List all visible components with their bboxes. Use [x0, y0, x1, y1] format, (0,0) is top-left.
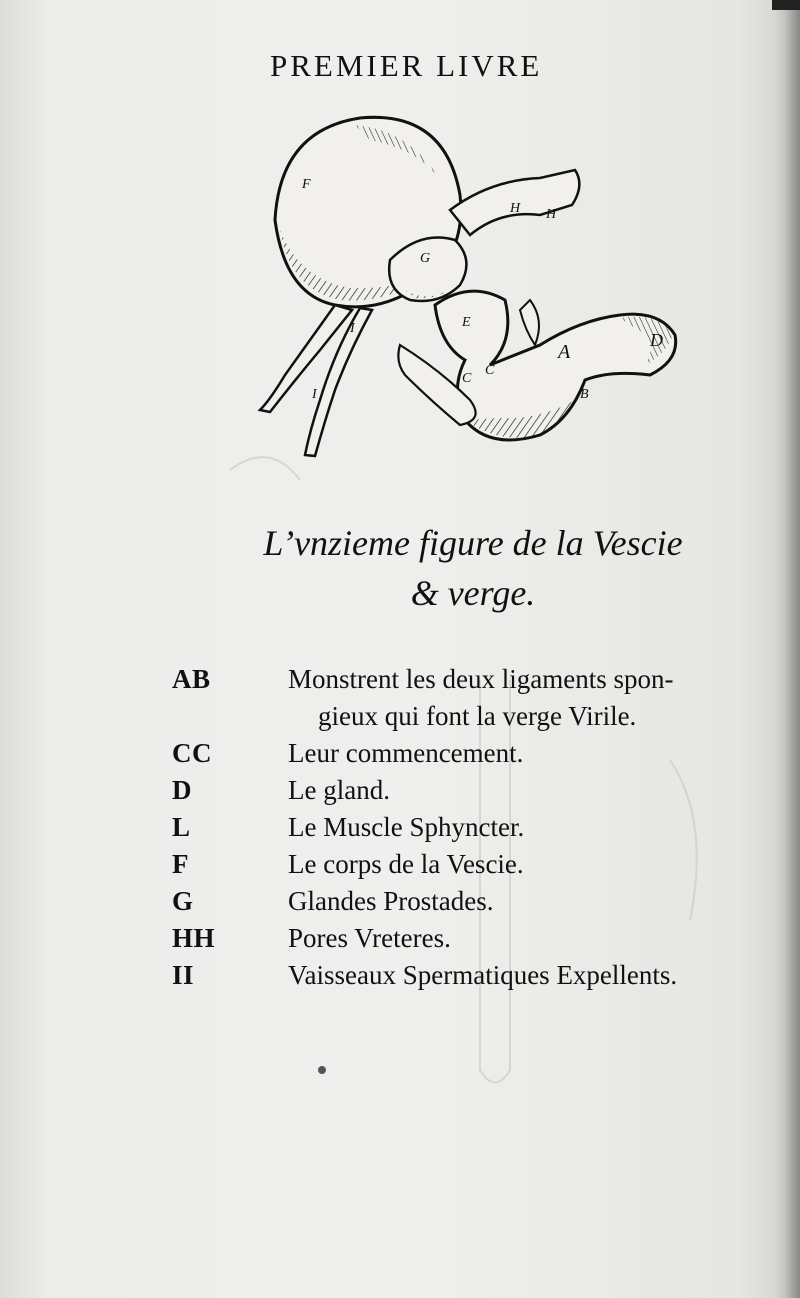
legend-text: Le gland.: [288, 775, 390, 805]
legend-text: Glandes Prostades.: [288, 886, 494, 916]
legend-key: II: [172, 960, 195, 990]
legend-key: L: [172, 812, 191, 842]
legend-row: [172, 738, 772, 775]
legend-text: Le Muscle Sphyncter.: [288, 812, 525, 842]
legend-key: HH: [172, 923, 216, 953]
caption-line-1: L’vnzieme figure de la Vescie: [263, 523, 683, 563]
legend-text: Monstrent les deux ligaments spon-: [288, 664, 674, 694]
legend-row: [172, 775, 772, 812]
ink-speck: [318, 1066, 326, 1074]
figure-label-a: A: [558, 341, 571, 363]
legend-key: AB: [172, 664, 211, 694]
running-head: PREMIER LIVRE: [270, 48, 543, 83]
corner-mark: [772, 0, 800, 10]
figure-label-d: D: [650, 330, 663, 350]
figure-label-f: F: [302, 177, 311, 192]
legend-key: CC: [172, 738, 212, 768]
legend-row: [172, 812, 772, 849]
legend-row-continuation: [172, 701, 772, 738]
legend-text: Vaisseaux Spermatiques Expellents.: [288, 960, 678, 990]
figure-label-i: I: [350, 321, 355, 336]
legend-text: Pores Vreteres.: [288, 923, 451, 953]
legend-key: D: [172, 775, 192, 805]
figure-label-h: H: [510, 201, 521, 216]
legend-text: Le corps de la Vescie.: [288, 849, 524, 879]
legend-text-continuation: gieux qui font la verge Virile.: [318, 701, 637, 731]
figure-label-e: E: [462, 315, 471, 330]
legend-key: G: [172, 886, 194, 916]
penis-shape: [398, 291, 675, 440]
legend-row: [172, 886, 772, 923]
legend-row: [172, 923, 772, 960]
figure-label-c: C: [462, 371, 472, 386]
figure-legend: [172, 664, 772, 997]
anatomical-figure: [240, 100, 690, 470]
figure-caption: [228, 518, 718, 618]
legend-row: [172, 664, 772, 701]
figure-label-g: G: [420, 251, 431, 266]
figure-label-i: I: [312, 387, 317, 402]
legend-row: [172, 849, 772, 886]
caption-line-2: & verge.: [410, 573, 536, 613]
legend-key: F: [172, 849, 189, 879]
legend-row: [172, 960, 772, 997]
figure-label-h: H: [546, 207, 557, 222]
legend-text: Leur commencement.: [288, 738, 524, 768]
figure-label-b: B: [580, 387, 589, 402]
figure-label-c: C: [485, 363, 495, 378]
